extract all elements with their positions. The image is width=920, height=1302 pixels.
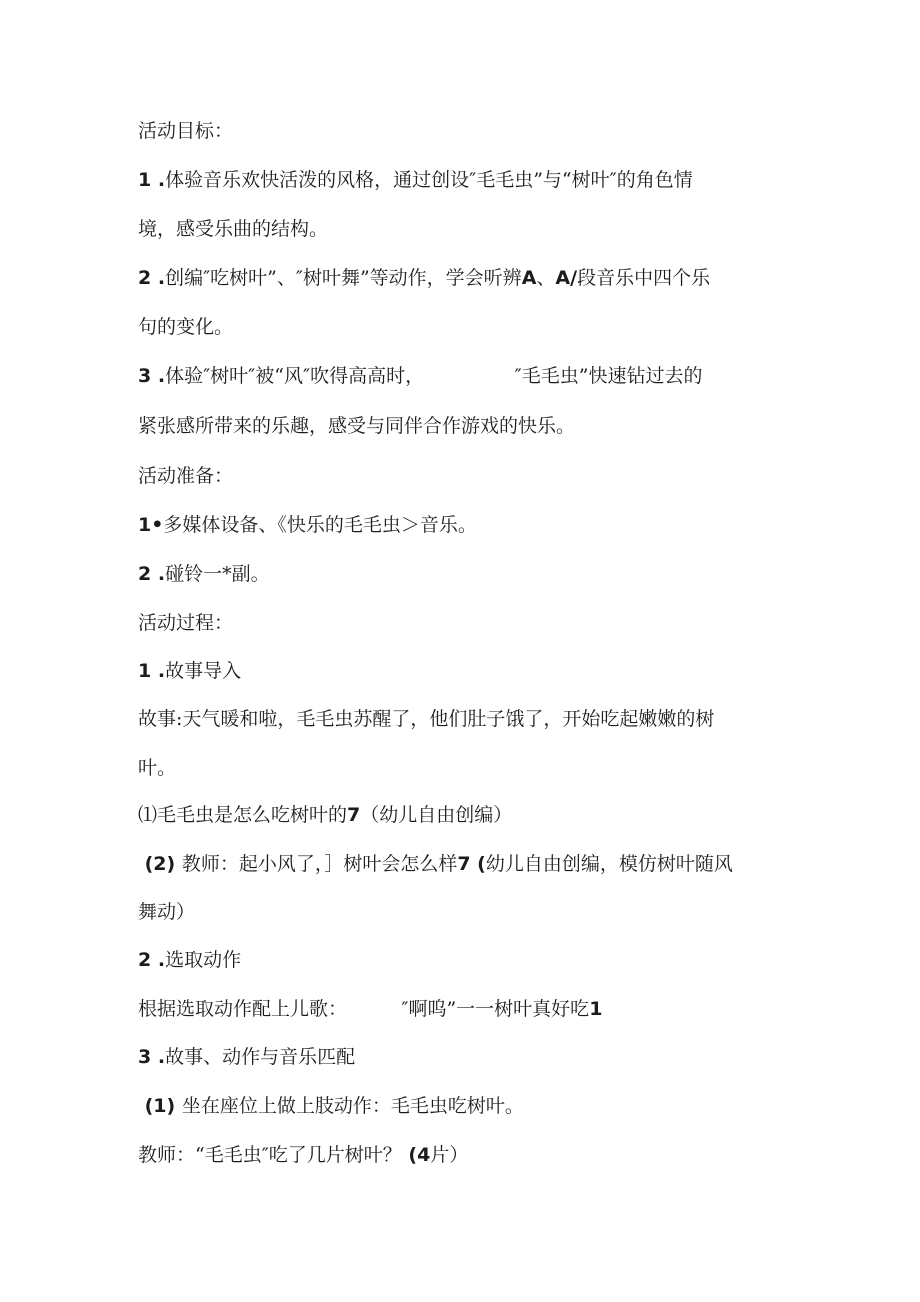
text-line: [138, 417, 575, 436]
text-segment: 坐在座位上做上肢动作：毛毛虫吃树叶。: [181, 1095, 524, 1117]
text-segment: 碰铃一*副。: [165, 563, 270, 585]
text-segment: 幼儿自由创编，模仿树叶随风: [485, 853, 733, 875]
text-segment: 段音乐中四个乐: [577, 267, 711, 289]
text-segment: （幼儿自由创编）: [360, 804, 513, 826]
text-line: [138, 1048, 355, 1067]
text-segment: 舞动）: [138, 901, 196, 923]
text-segment: 叶。: [138, 757, 177, 779]
text-segment: (1): [138, 1095, 182, 1117]
text-segment: 1•: [138, 514, 164, 536]
text-segment: 3 .: [138, 365, 166, 387]
text-segment: ⑴毛毛虫是怎么吃树叶的: [138, 804, 348, 826]
text-segment: 1 .: [138, 660, 166, 682]
text-segment: (4: [401, 1144, 431, 1166]
text-line: [138, 903, 195, 922]
text-segment: 片）: [430, 1144, 469, 1166]
text-line: [138, 1146, 468, 1165]
text-segment: 紧张感所带来的乐趣，感受与同伴合作游戏的快乐。: [138, 415, 576, 437]
text-segment: 句的变化。: [138, 316, 234, 338]
text-segment: [424, 365, 515, 387]
text-segment: 多媒体设备、《快乐的毛毛虫＞音乐。: [163, 514, 477, 536]
text-line: [138, 1097, 524, 1116]
text-line: [138, 220, 328, 239]
text-line: [138, 171, 693, 190]
text-segment: 活动过程：: [138, 612, 234, 634]
text-segment: 故事导入: [165, 660, 242, 682]
text-segment: 创编″吃树叶”、″树叶舞”等动作，学会听辨: [165, 267, 522, 289]
text-line: [138, 951, 241, 970]
text-segment: (2): [138, 853, 182, 875]
text-line: [138, 269, 710, 288]
text-segment: ″毛毛虫”快速钻过去的: [514, 365, 703, 387]
text-segment: 教师：起小风了，］树叶会怎么样: [181, 853, 458, 875]
text-segment: 根据选取动作配上儿歌：: [138, 998, 348, 1020]
text-segment: 2 .: [138, 267, 166, 289]
text-line: [138, 710, 714, 729]
text-segment: 1 .: [138, 169, 166, 191]
text-line: [138, 516, 477, 535]
text-segment: 活动准备：: [138, 465, 234, 487]
text-segment: 境，感受乐曲的结构。: [138, 218, 329, 240]
text-segment: 体验″树叶″被“风″吹得高高时，: [165, 365, 425, 387]
text-segment: 故事:天气暖和啦，毛毛虫苏醒了，他们肚子饿了，开始吃起嫩嫩的树: [138, 708, 715, 730]
text-segment: 7: [347, 804, 361, 826]
text-line: [138, 614, 233, 633]
text-line: [138, 759, 176, 778]
text-line: [138, 855, 733, 874]
text-segment: 、: [536, 267, 556, 289]
text-segment: A/: [555, 267, 578, 289]
text-segment: 1: [589, 998, 603, 1020]
text-segment: 3 .: [138, 1046, 166, 1068]
text-line: [138, 122, 233, 141]
text-segment: 活动目标：: [138, 120, 234, 142]
text-line: [138, 467, 233, 486]
text-line: [138, 318, 233, 337]
text-line: [138, 367, 702, 386]
text-line: [138, 806, 512, 825]
text-segment: 教师：“毛毛虫″吃了几片树叶？: [138, 1144, 402, 1166]
text-line: [138, 1000, 602, 1019]
text-segment: 故事、动作与音乐匹配: [165, 1046, 356, 1068]
text-segment: A: [521, 267, 537, 289]
text-line: [138, 565, 270, 584]
text-segment: [347, 998, 401, 1020]
text-segment: 2 .: [138, 949, 166, 971]
text-segment: ″: [469, 169, 477, 191]
text-segment: 2 .: [138, 563, 166, 585]
text-segment: ″啊呜”一一树叶真好吃: [401, 998, 590, 1020]
text-segment: 毛毛虫”与“树叶″的角色情: [476, 169, 693, 191]
text-segment: 体验音乐欢快活泼的风格，通过创设: [165, 169, 470, 191]
text-segment: 7 (: [457, 853, 486, 875]
text-segment: 选取动作: [165, 949, 242, 971]
text-line: [138, 662, 241, 681]
